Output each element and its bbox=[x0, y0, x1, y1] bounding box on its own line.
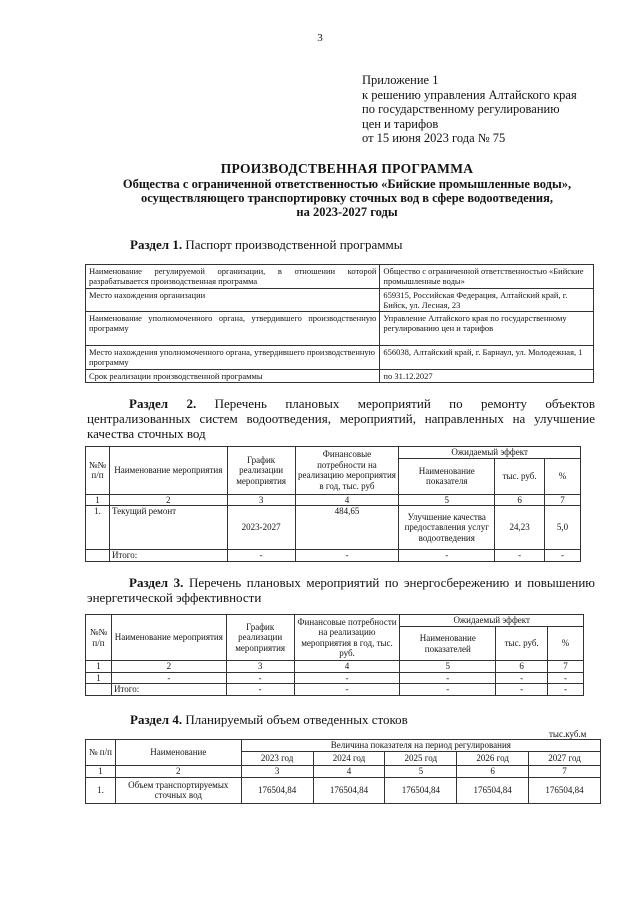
col-number: 6 bbox=[496, 661, 548, 673]
table-header-row bbox=[86, 740, 601, 752]
appendix-line: по государственному регулированию bbox=[362, 102, 560, 116]
col-number: 4 bbox=[294, 661, 400, 673]
col-number: 7 bbox=[548, 661, 584, 673]
header-finance: Финансовые потребности на реализацию мероприятия в год, тыс. руб bbox=[295, 447, 399, 495]
row-num: 1. bbox=[86, 506, 110, 550]
header-num: №№ п/п bbox=[86, 447, 110, 495]
row-value: 176504,84 bbox=[529, 777, 601, 803]
passport-name: Место нахождения организации bbox=[86, 289, 380, 312]
col-number: 5 bbox=[399, 494, 495, 506]
passport-value: 656038, Алтайский край, г. Барнаул, ул. Молодежная, 1 bbox=[380, 346, 594, 370]
passport-value: Общество с ограниченной ответственностью «Бийские промышленные воды» bbox=[380, 265, 594, 289]
title-sub: осуществляющего транспортировку сточных вод в сфере водоотведения, bbox=[140, 191, 554, 205]
section3-label: Раздел 3. bbox=[129, 575, 184, 590]
col-number: 5 bbox=[385, 766, 457, 778]
total-dash: - bbox=[295, 550, 399, 562]
row-value: 176504,84 bbox=[313, 777, 385, 803]
total-dash: - bbox=[545, 550, 581, 562]
col-number: 1 bbox=[86, 661, 112, 673]
header-name: Наименование мероприятия bbox=[109, 447, 227, 495]
col-number: 6 bbox=[495, 494, 545, 506]
row-value: 176504,84 bbox=[241, 777, 313, 803]
row-dash: - bbox=[111, 672, 226, 684]
table-row bbox=[86, 672, 584, 684]
header-schedule: График реализации мероприятия bbox=[226, 615, 294, 661]
section2-text: Перечень плановых мероприятий по ремонту объектов централизованных систем водоотведения, мероприятий, направленных на улучшение качества сточных вод bbox=[87, 396, 595, 441]
page-number: 3 bbox=[317, 32, 323, 44]
total-dash: - bbox=[496, 684, 548, 696]
total-dash: - bbox=[495, 550, 545, 562]
header-name: Наименование bbox=[115, 740, 241, 766]
appendix-line: цен и тарифов bbox=[362, 116, 439, 131]
section3-text: Перечень плановых мероприятий по энергосбережению и повышению энергетической эффективности bbox=[87, 575, 595, 605]
table-row bbox=[86, 777, 601, 803]
table-row bbox=[86, 312, 594, 346]
title-sub: Общества с ограниченной ответственностью «Бийские промышленные воды», bbox=[122, 177, 572, 191]
header-year: 2026 год bbox=[457, 752, 529, 766]
col-number: 3 bbox=[241, 766, 313, 778]
section2-heading bbox=[87, 396, 595, 441]
header-year: 2027 год bbox=[529, 752, 601, 766]
column-numbers-row bbox=[86, 766, 601, 778]
col-number: 3 bbox=[226, 661, 294, 673]
col-number: 2 bbox=[109, 494, 227, 506]
header-year: 2023 год bbox=[241, 752, 313, 766]
header-schedule: График реализации мероприятия bbox=[227, 447, 295, 495]
header-num: № п/п bbox=[86, 740, 116, 766]
col-number: 1 bbox=[86, 494, 110, 506]
total-dash: - bbox=[400, 684, 496, 696]
table-row bbox=[86, 289, 594, 312]
title-sub: на 2023-2027 годы bbox=[296, 205, 398, 219]
col-number: 7 bbox=[545, 494, 581, 506]
row-dash: - bbox=[496, 672, 548, 684]
col-number: 7 bbox=[529, 766, 601, 778]
row-dash: - bbox=[400, 672, 496, 684]
total-dash: - bbox=[227, 550, 295, 562]
col-number: 2 bbox=[115, 766, 241, 778]
passport-name: Место нахождения уполномоченного органа, утвердившего производственную программу bbox=[86, 346, 380, 370]
header-finance: Финансовые потребности на реализацию мероприятия в год, тыс. руб. bbox=[294, 615, 400, 661]
section1-heading bbox=[130, 237, 402, 253]
passport-table bbox=[85, 264, 594, 383]
header-period: Величина показателя на период регулирования bbox=[241, 740, 600, 752]
section4-table bbox=[85, 739, 601, 804]
row-num: 1. bbox=[86, 777, 116, 803]
header-year: 2025 год bbox=[385, 752, 457, 766]
appendix-line: к решению управления Алтайского края bbox=[362, 87, 577, 102]
section2-table bbox=[85, 446, 581, 562]
header-percent: % bbox=[545, 458, 581, 494]
col-number: 4 bbox=[313, 766, 385, 778]
header-num: №№ п/п bbox=[86, 615, 112, 661]
column-numbers-row bbox=[86, 661, 584, 673]
table-row bbox=[86, 370, 594, 383]
row-value: 176504,84 bbox=[385, 777, 457, 803]
row-dash: - bbox=[294, 672, 400, 684]
col-number: 6 bbox=[457, 766, 529, 778]
row-value: 176504,84 bbox=[457, 777, 529, 803]
passport-name: Наименование регулируемой организации, в отношении которой разрабатывается производственная программа bbox=[86, 265, 380, 289]
total-dash: - bbox=[399, 550, 495, 562]
header-indicator: Наименование показателей bbox=[400, 627, 496, 661]
col-number: 4 bbox=[295, 494, 399, 506]
section4-text: Планируемый объем отведенных стоков bbox=[185, 712, 408, 727]
section1-label: Раздел 1. bbox=[130, 237, 183, 252]
row-dash: - bbox=[226, 672, 294, 684]
header-thousand: тыс. руб. bbox=[496, 627, 548, 661]
total-dash: - bbox=[548, 684, 584, 696]
total-row bbox=[86, 684, 584, 696]
row-name: Объем транспортируемых сточных вод bbox=[115, 777, 241, 803]
table-row bbox=[86, 346, 594, 370]
col-number: 3 bbox=[227, 494, 295, 506]
total-dash: - bbox=[226, 684, 294, 696]
row-dash: - bbox=[548, 672, 584, 684]
passport-name: Срок реализации производственной программы bbox=[86, 370, 380, 383]
section4-label: Раздел 4. bbox=[130, 712, 183, 727]
row-schedule: 2023-2027 bbox=[227, 506, 295, 550]
total-row bbox=[86, 550, 581, 562]
title-main: ПРОИЗВОДСТВЕННАЯ ПРОГРАММА bbox=[220, 161, 474, 176]
row-indicator: Улучшение качества предоставления услуг водоотведения bbox=[399, 506, 495, 550]
section2-label: Раздел 2. bbox=[129, 396, 197, 411]
col-number: 1 bbox=[86, 766, 116, 778]
header-effect: Ожидаемый эффект bbox=[400, 615, 584, 627]
passport-value: по 31.12.2027 bbox=[380, 370, 594, 383]
total-dash: - bbox=[294, 684, 400, 696]
appendix-line: от 15 июня 2023 года № 75 bbox=[362, 131, 506, 145]
table-header-row bbox=[86, 447, 581, 459]
appendix-line: Приложение 1 bbox=[362, 73, 439, 87]
section1-text: Паспорт производственной программы bbox=[185, 237, 403, 252]
row-percent: 5,0 bbox=[545, 506, 581, 550]
column-numbers-row bbox=[86, 494, 581, 506]
section3-heading bbox=[87, 575, 595, 605]
table-row bbox=[86, 506, 581, 550]
header-indicator: Наименование показателя bbox=[399, 458, 495, 494]
row-thousand: 24,23 bbox=[495, 506, 545, 550]
table-header-row bbox=[86, 615, 584, 627]
header-percent: % bbox=[548, 627, 584, 661]
total-label: Итого: bbox=[109, 550, 227, 562]
row-num: 1 bbox=[86, 672, 112, 684]
header-effect: Ожидаемый эффект bbox=[399, 447, 581, 459]
table-row bbox=[86, 265, 594, 289]
section4-heading bbox=[130, 712, 408, 728]
row-finance: 484,65 bbox=[295, 506, 399, 550]
section3-table bbox=[85, 614, 584, 696]
units-label: тыс.куб.м bbox=[549, 729, 587, 739]
passport-name: Наименование уполномоченного органа, утвердившего производственную программу bbox=[86, 312, 380, 346]
total-label: Итого: bbox=[111, 684, 226, 696]
passport-value: Управление Алтайского края по государственному регулированию цен и тарифов bbox=[380, 312, 594, 346]
col-number: 5 bbox=[400, 661, 496, 673]
appendix-block bbox=[362, 73, 577, 146]
header-thousand: тыс. руб. bbox=[495, 458, 545, 494]
header-name: Наименование мероприятия bbox=[111, 615, 226, 661]
row-name: Текущий ремонт bbox=[109, 506, 227, 550]
document-title bbox=[96, 161, 598, 219]
passport-value: 659315, Российская Федерация, Алтайский край, г. Бийск, ул. Лесная, 23 bbox=[380, 289, 594, 312]
col-number: 2 bbox=[111, 661, 226, 673]
header-year: 2024 год bbox=[313, 752, 385, 766]
